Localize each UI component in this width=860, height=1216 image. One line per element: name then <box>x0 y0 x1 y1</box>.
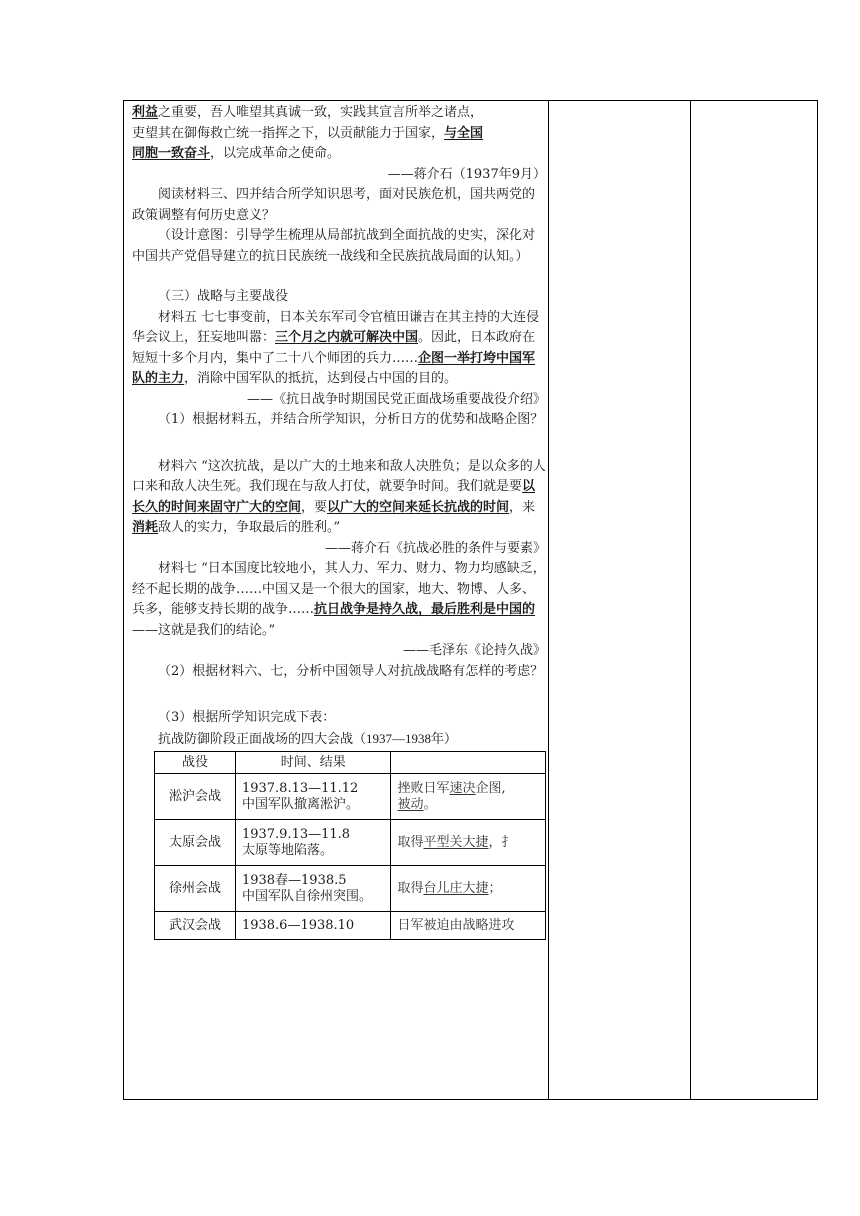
lesson-plan-table <box>123 100 818 1100</box>
battle-name: 太原会战 <box>155 820 236 866</box>
header-time-result: 时间、结果 <box>235 752 391 774</box>
table-row <box>155 774 546 820</box>
battle-significance: 取得平型关大捷，扌 <box>391 820 546 866</box>
question-3: （3）根据所学知识完成下表： <box>158 710 336 725</box>
question-1: （1）根据材料五，并结合所学知识，分析日方的优势和战略企图？ <box>158 412 544 427</box>
battle-name: 武汉会战 <box>155 912 236 940</box>
battle-name: 淞沪会战 <box>155 774 236 820</box>
battle-significance: 日军被迫由战略进攻 <box>391 912 546 940</box>
material-6-source: ——蒋介石《抗战必胜的条件与要素》 <box>324 540 546 556</box>
material-7: 材料七 “日本国度比较地小，其人力、军力、财力、物力均感缺乏，经不起长期的战争……中国又是一个很大的国家，地大、物博、人多、兵多，能够支持长期的战争……抗日战争是持久战，最后胜利是中国的——这就是我们的结论。” <box>132 561 546 638</box>
battle-significance: 取得台儿庄大捷； <box>391 866 546 912</box>
text-line: 吏望其在御侮救亡统一指挥之下，以贡献能力于国家，与全国 <box>132 125 484 141</box>
material-6: 材料六 “这次抗战，是以广大的土地来和敌人决胜负；是以众多的人口来和敌人决生死。我们现在与敌人打仗，就要争时间。我们就是要以长久的时间来固守广大的空间，要以广大的空间来延长抗战的时间，来消耗敌人的实力，争取最后的胜利。” <box>132 458 546 535</box>
header-battle: 战役 <box>155 752 236 774</box>
section-heading: （三）战略与主要战役 <box>158 289 289 304</box>
table-row <box>155 866 546 912</box>
battle-time-result: 1938.6—1938.10 <box>235 912 391 940</box>
battle-significance: 挫败日军速决企图, 被动。 <box>391 774 546 820</box>
table-row <box>155 912 546 940</box>
table-header-row <box>155 752 546 774</box>
spacer <box>132 431 546 457</box>
teaching-content-cell <box>132 103 546 1099</box>
design-intent: （设计意图：引导学生梳理从局部抗战到全面抗战的史实，深化对中国共产党倡导建立的抗日民族统一战线和全民族抗战局面的认知。） <box>132 228 536 264</box>
table-caption: 抗战防御阶段正面战场的四大会战（1937—1938年） <box>158 730 458 746</box>
material-7-source: ——毛泽东《论持久战》 <box>402 643 546 658</box>
table-row <box>155 820 546 866</box>
battle-time-result: 1937.8.13—11.12 中国军队撤离淞沪。 <box>235 774 391 820</box>
question-text: 阅读材料三、四并结合所学知识思考，面对民族危机，国共两党的政策调整有何历史意义？ <box>132 187 536 223</box>
text-line: 利益之重要，吾人唯望其真诚一致，实践其宣言所举之诸点， <box>132 105 484 120</box>
spacer <box>132 682 546 708</box>
battle-time-result: 1938春—1938.5 中国军队自徐州突围。 <box>235 866 391 912</box>
attribution: ——蒋介石（1937年9月） <box>387 166 546 182</box>
material-5: 材料五 七七事变前，日本关东军司令官植田谦吉在其主持的大连侵华会议上，狂妄地叫嚣：三个月之内就可解决中国。因此，日本政府在短短十多个月内，集中了二十八个师团的兵力……企图一举打垮中国军队的主力，消除中国军队的抵抗，达到侵占中国的目的。 <box>132 309 540 386</box>
battle-time-result: 1937.9.13—11.8 太原等地陷落。 <box>235 820 391 866</box>
spacer <box>132 267 546 287</box>
column-divider-2 <box>690 101 691 1099</box>
text-line: 同胞一致奋斗，以完成革命之使命。 <box>132 146 341 161</box>
material-5-source: ——《抗日战争时期国民党正面战场重要战役介绍》 <box>246 391 546 407</box>
battle-name: 徐州会战 <box>155 866 236 912</box>
column-divider-1 <box>548 101 549 1099</box>
header-significance <box>391 752 546 774</box>
battles-table <box>154 751 546 940</box>
question-2: （2）根据材料六、七，分析中国领导人对抗战战略有怎样的考虑？ <box>158 663 544 679</box>
